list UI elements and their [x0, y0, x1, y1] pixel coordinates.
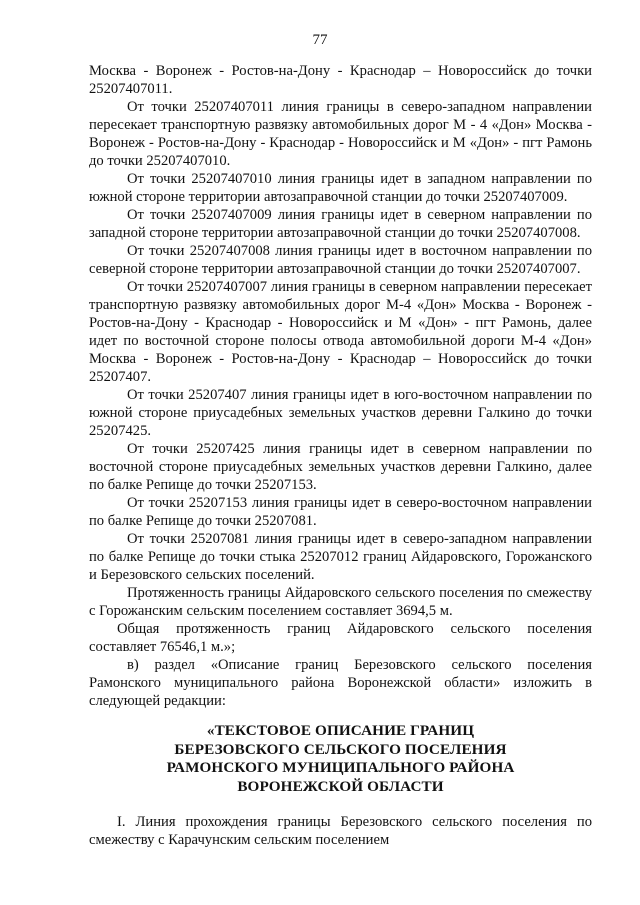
paragraph-11: Протяженность границы Айдаровского сельского поселения по смежеству с Горожанским сельским поселением составляет 3694,5 м.: [89, 585, 592, 619]
paragraph-8: От точки 25207425 линия границы идет в северном направлении по восточной стороне приусадебных земельных участков деревни Галкино, далее по балке Репище до точки 25207153.: [89, 441, 592, 493]
paragraph-10: От точки 25207081 линия границы идет в северо-западном направлении по балке Репище до точки стыка 25207012 границ Айдаровского, Горожанского и Березовского сельских поселений.: [89, 531, 592, 583]
paragraph-2: От точки 25207407011 линия границы в северо-западном направлении пересекает транспортную развязку автомобильных дорог М - 4 «Дон» Москва - Воронеж - Ростов-на-Дону - Краснодар - Новороссийск и М «Дон» - пгт Рамонь до точки 25207407010.: [89, 99, 592, 169]
paragraph-6: От точки 25207407007 линия границы в северном направлении пересекает транспортную развязку автомобильных дорог М-4 «Дон» Москва - Воронеж - Ростов-на-Дону - Краснодар - Новороссийск и М «Дон» - пгт Рамонь, далее идет по восточной стороне полосы отвода автомобильной дороги М-4 «Дон» Москва - Воронеж - Ростов-на-Дону - Краснодар – Новороссийск до точки 25207407.: [89, 279, 592, 385]
page-number: 77: [312, 32, 328, 48]
heading-line-2: БЕРЕЗОВСКОГО СЕЛЬСКОГО ПОСЕЛЕНИЯ: [174, 740, 507, 758]
document-body: [89, 62, 592, 849]
section-one-paragraph: I. Линия прохождения границы Березовского сельского поселения по смежеству с Карачунским сельским поселением: [89, 814, 592, 848]
heading-line-3: РАМОНСКОГО МУНИЦИПАЛЬНОГО РАЙОНА: [166, 759, 515, 776]
paragraph-1: Москва - Воронеж - Ростов-на-Дону - Краснодар – Новороссийск до точки 25207407011.: [89, 63, 592, 97]
paragraph-3: От точки 25207407010 линия границы идет в западном направлении по южной стороне территории автозаправочной станции до точки 25207407009.: [89, 171, 592, 205]
heading-line-1: «ТЕКСТОВОЕ ОПИСАНИЕ ГРАНИЦ: [206, 722, 475, 739]
heading-line-4: ВОРОНЕЖСКОЙ ОБЛАСТИ: [237, 777, 444, 795]
paragraph-13: в) раздел «Описание границ Березовского сельского поселения Рамонского муниципального района Воронежской области» изложить в следующей редакции:: [89, 657, 592, 709]
paragraph-4: От точки 25207407009 линия границы идет в северном направлении по западной стороне территории автозаправочной станции до точки 25207407008.: [89, 207, 592, 241]
paragraph-12: Общая протяженность границ Айдаровского сельского поселения составляет 76546,1 м.»;: [89, 621, 592, 655]
paragraph-7: От точки 25207407 линия границы идет в юго-восточном направлении по южной стороне приусадебных земельных участков деревни Галкино до точки 25207425.: [89, 387, 592, 439]
paragraph-9: От точки 25207153 линия границы идет в северо-восточном направлении по балке Репище до точки 25207081.: [89, 495, 592, 529]
section-gap: [89, 796, 592, 813]
document-heading: [89, 722, 592, 796]
paragraph-5: От точки 25207407008 линия границы идет в восточном направлении по северной стороне территории автозаправочной станции до точки 25207407007.: [89, 243, 592, 277]
